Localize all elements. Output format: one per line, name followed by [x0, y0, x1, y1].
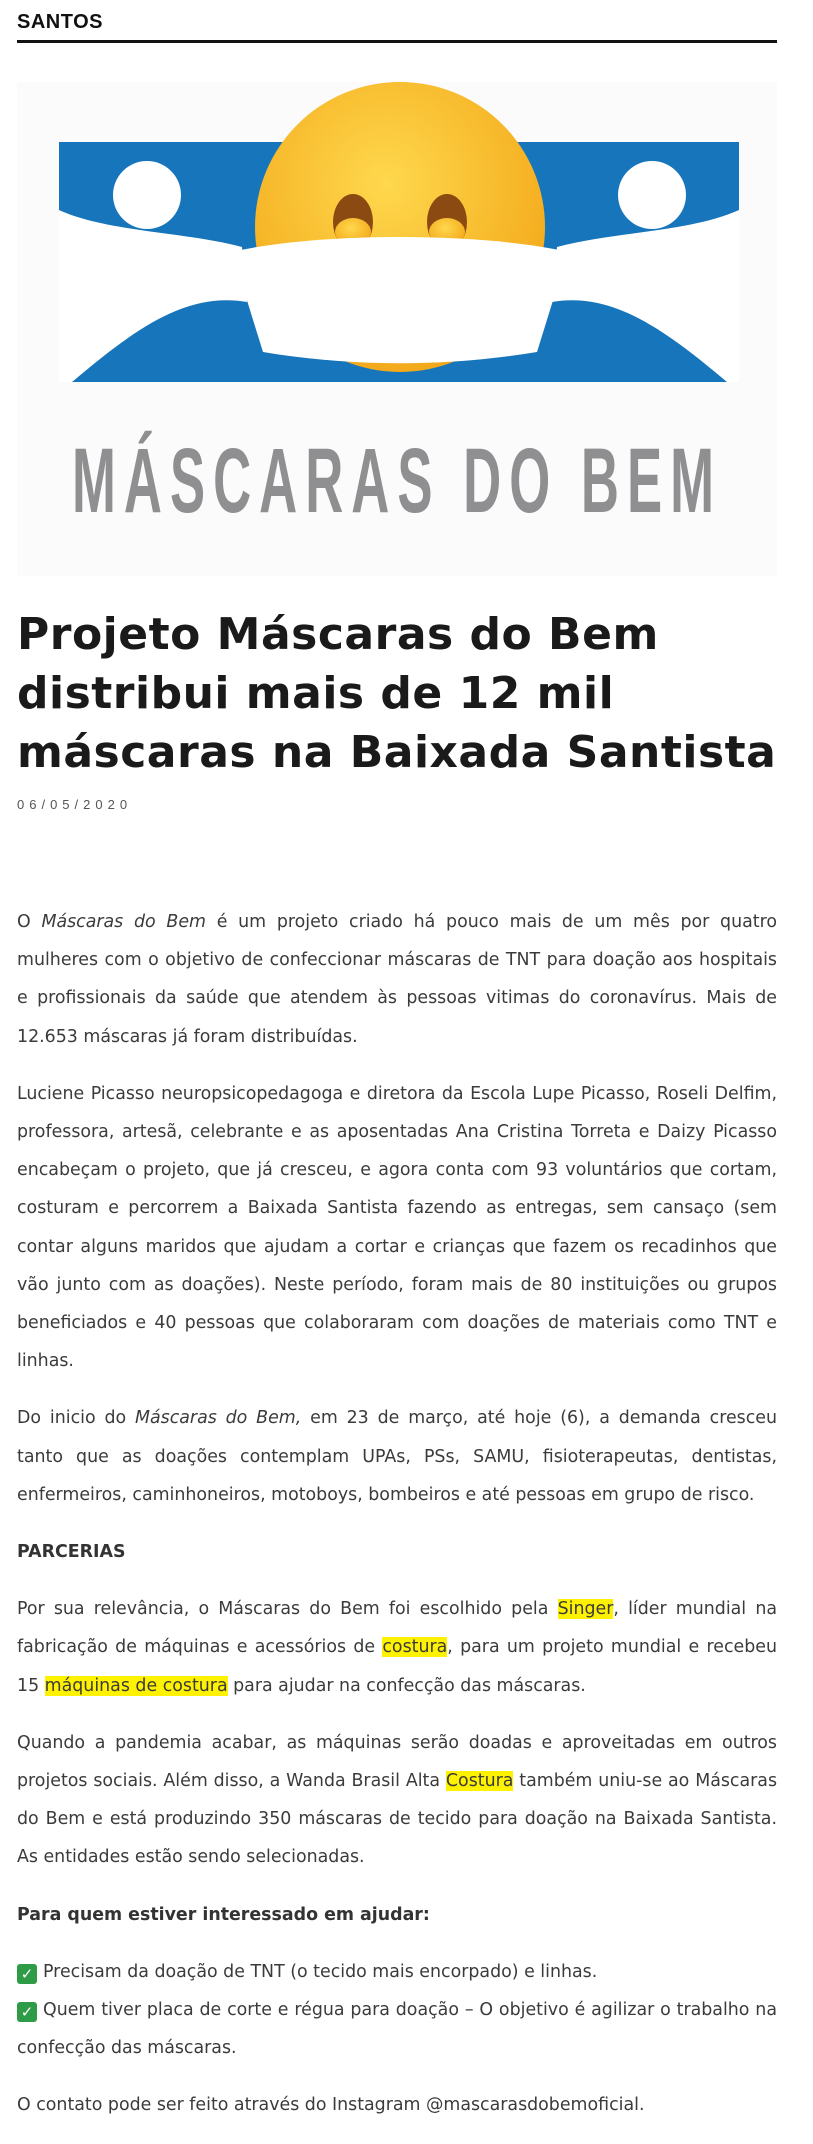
text-span: Quando a pandemia acabar, as máquinas serão doadas e aproveitadas em outros projetos sociais. Além disso, a Wanda Brasil Alta: [17, 1732, 777, 1792]
mascaras-do-bem-logo: [17, 82, 777, 576]
help-item-text: Precisam da doação de TNT (o tecido mais encorpado) e linhas.: [43, 1961, 598, 1982]
project-name-italic: Máscaras do Bem,: [134, 1408, 302, 1429]
paragraph-contact: O contato pode ser feito através do Instagram @mascarasdobemoficial.: [17, 2095, 645, 2116]
text-span: Do inicio do: [17, 1408, 135, 1429]
article-date: 06/05/2020: [17, 797, 133, 812]
paragraph-founders: Luciene Picasso neuropsicopedagoga e diretora da Escola Lupe Picasso, Roseli Delfim, professora, artesã, celebrante e as aposentadas Ana Cristina Torreta e Daizy Picasso encabeçam o projeto, que já cresceu, e agora conta com 93 voluntários que cortam, costuram e percorrem a Baixada Santista fazendo as entregas, sem cansaço (sem contar alguns maridos que ajudam a cortar e crianças que fazem os recadinhos que vão junto com as doações). Neste período, foram mais de 80 instituições ou grupos beneficiados e 40 pessoas que colaboraram com doações de materiais como TNT e linhas.: [17, 1083, 777, 1372]
text-span: O: [17, 912, 42, 932]
help-item: [17, 1991, 777, 2067]
subhead-help: Para quem estiver interessado em ajudar:: [17, 1904, 430, 1925]
subhead-partners: PARCERIAS: [17, 1542, 126, 1563]
article-body: [17, 903, 777, 2144]
paragraph-after-pandemic: [17, 1724, 777, 1877]
help-item-text: Quem tiver placa de corte e régua para doação – O objetivo é agilizar o trabalho na confecção das máscaras.: [17, 2000, 777, 2059]
check-mark-icon: ✓: [17, 2002, 37, 2022]
text-span: é um projeto criado há pouco mais de um mês por quatro mulheres com o objetivo de confeccionar máscaras de TNT para doação aos hospitais e profissionais da saúde que atendem às pessoas vitimas do coronavírus. Mais de 12.653 máscaras já foram distribuídas.: [17, 912, 778, 1047]
paragraph-intro: [17, 903, 777, 1056]
logo-wordmark: MÁSCARAS DO BEM: [72, 430, 722, 532]
article-title: Projeto Máscaras do Bem distribui mais de 12 mil máscaras na Baixada Santista: [17, 609, 777, 778]
highlight-costura[interactable]: costura: [382, 1637, 448, 1658]
project-name-italic: Máscaras do Bem: [41, 912, 206, 932]
text-span: também uniu-se ao Máscaras do Bem e está produzindo 350 máscaras de tecido para doação na Baixada Santista. As entidades estão sendo selecionadas.: [17, 1771, 777, 1868]
smiley-mask-emoji-icon: [232, 82, 568, 372]
text-span: para ajudar na confecção das máscaras.: [227, 1675, 586, 1696]
text-span: Por sua relevância, o Máscaras do Bem foi escolhido pela: [17, 1599, 558, 1620]
text-span: , para um projeto mundial e recebeu 15: [17, 1637, 777, 1696]
section-header: [17, 8, 777, 43]
check-mark-icon: ✓: [17, 1964, 37, 1984]
text-span: em 23 de março, até hoje (6), a demanda cresceu tanto que as doações contemplam UPAs, PSs, SAMU, fisioterapeutas, dentistas, enfermeiros, caminhoneiros, motoboys, bombeiros e até pessoas em grupo de risco.: [17, 1408, 778, 1505]
paragraph-demand: [17, 1399, 777, 1514]
paragraph-singer: [17, 1590, 777, 1705]
text-span: , líder mundial na fabricação de máquinas e acessórios de: [17, 1599, 777, 1658]
section-label[interactable]: SANTOS: [17, 11, 103, 33]
highlight-costura-2[interactable]: Costura: [445, 1771, 514, 1792]
hero-image: [17, 82, 777, 576]
highlight-maquinas-de-costura[interactable]: máquinas de costura: [44, 1675, 228, 1696]
highlight-singer[interactable]: Singer: [557, 1599, 614, 1620]
help-item: [17, 1953, 777, 1991]
